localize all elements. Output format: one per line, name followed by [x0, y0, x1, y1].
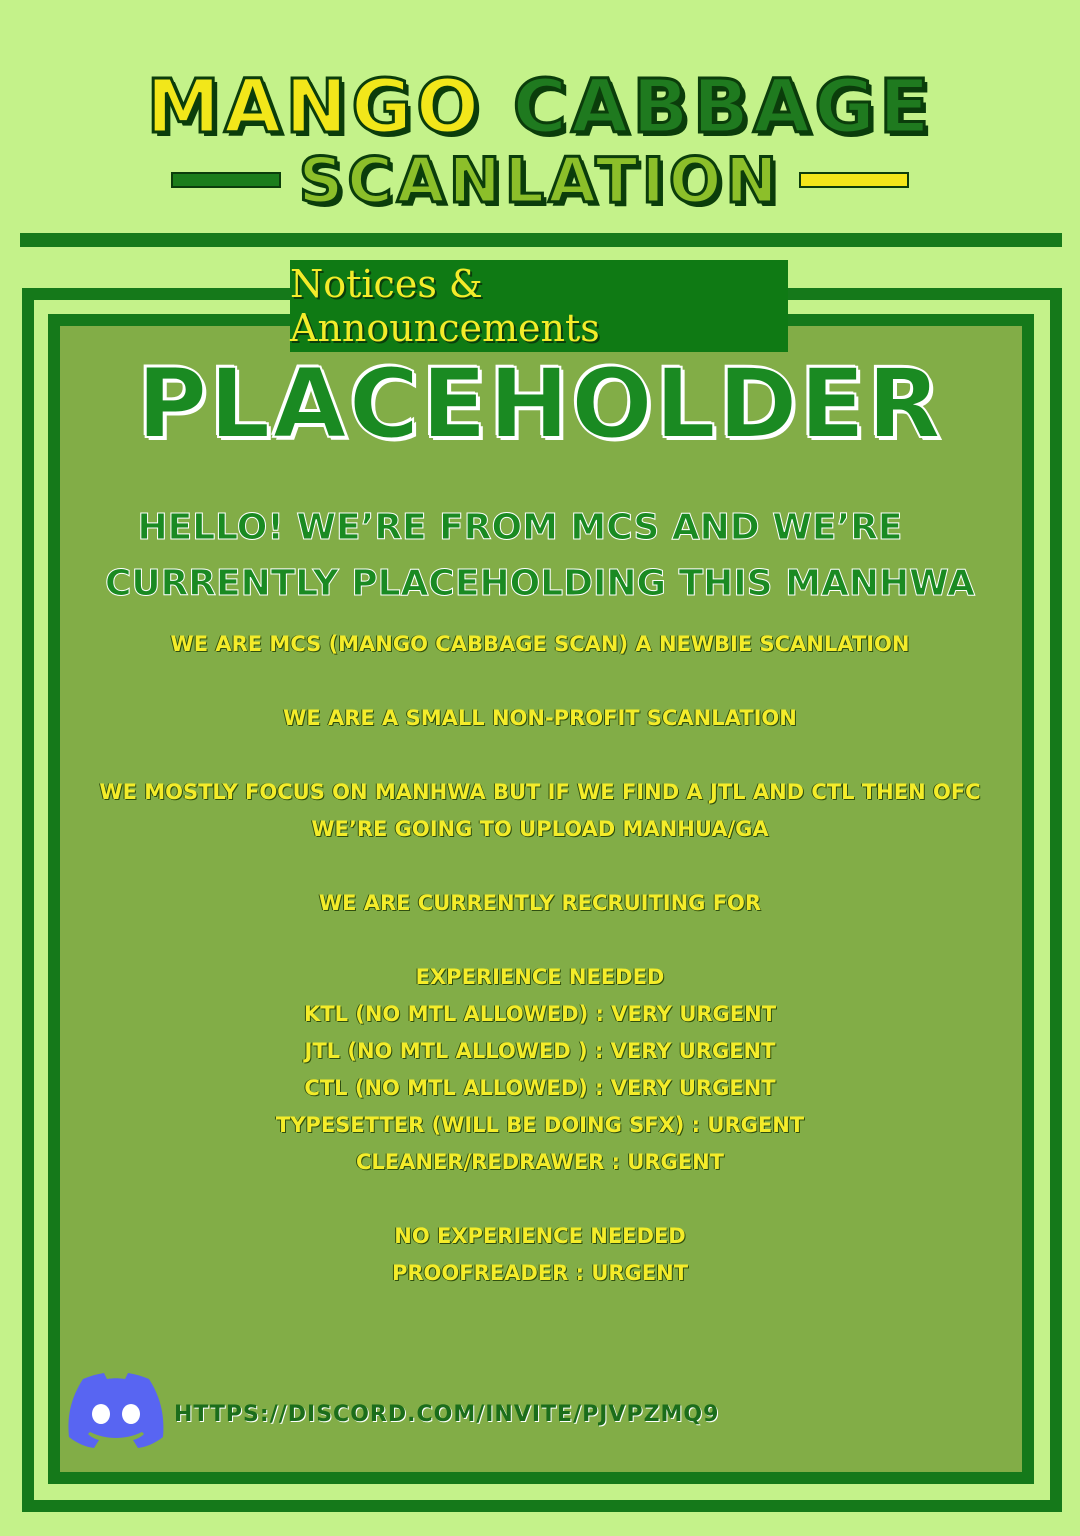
- brand-title: [0, 62, 1080, 152]
- brand-word-mango: MANGO: [146, 64, 483, 150]
- intro-text: [0, 500, 1080, 612]
- brand-word-scanlation: SCANLATION: [298, 143, 782, 217]
- experience-heading: EXPERIENCE NEEDED: [415, 965, 665, 989]
- nonprofit-line: WE ARE A SMALL NON-PROFIT SCANLATION: [283, 706, 797, 730]
- role-item: TYPESETTER (WILL BE DOING SFX) : URGENT: [275, 1113, 805, 1137]
- announcement-body: [60, 626, 1020, 1292]
- brand-subtitle-row: [0, 140, 1080, 220]
- header-divider: [20, 233, 1062, 247]
- page-title: PLACEHOLDER: [136, 348, 944, 460]
- brand-bar-right: [799, 172, 909, 188]
- notice-tab: [290, 260, 788, 352]
- focus-line-2: WE’RE GOING TO UPLOAD MANHUA/GA: [311, 817, 769, 841]
- brand-word-cabbage: CABBAGE: [512, 64, 934, 150]
- role-item: KTL (NO MTL ALLOWED) : VERY URGENT: [303, 1002, 777, 1026]
- focus-line-1: WE MOSTLY FOCUS ON MANHWA BUT IF WE FIND A JTL AND CTL THEN OFC: [99, 780, 981, 804]
- about-line: WE ARE MCS (MANGO CABBAGE SCAN) A NEWBIE SCANLATION: [170, 632, 910, 656]
- recruiting-line: WE ARE CURRENTLY RECRUITING FOR: [318, 891, 762, 915]
- role-item: PROOFREADER : URGENT: [391, 1261, 689, 1285]
- notice-tab-label: Notices & Announcements: [290, 262, 600, 350]
- intro-line-2: CURRENTLY PLACEHOLDING THIS MANHWA: [104, 563, 976, 604]
- discord-icon[interactable]: [68, 1372, 164, 1448]
- role-item: JTL (NO MTL ALLOWED ) : VERY URGENT: [304, 1039, 776, 1063]
- intro-line-1: HELLO! WE’RE FROM MCS AND WE’RE: [137, 507, 903, 548]
- discord-invite-link[interactable]: HTTPS://DISCORD.COM/INVITE/PJVPZMQ9: [174, 1402, 720, 1427]
- role-item: CTL (NO MTL ALLOWED) : VERY URGENT: [304, 1076, 776, 1100]
- role-item: CLEANER/REDRAWER : URGENT: [356, 1150, 724, 1174]
- no-experience-heading: NO EXPERIENCE NEEDED: [394, 1224, 686, 1248]
- brand-bar-left: [171, 172, 281, 188]
